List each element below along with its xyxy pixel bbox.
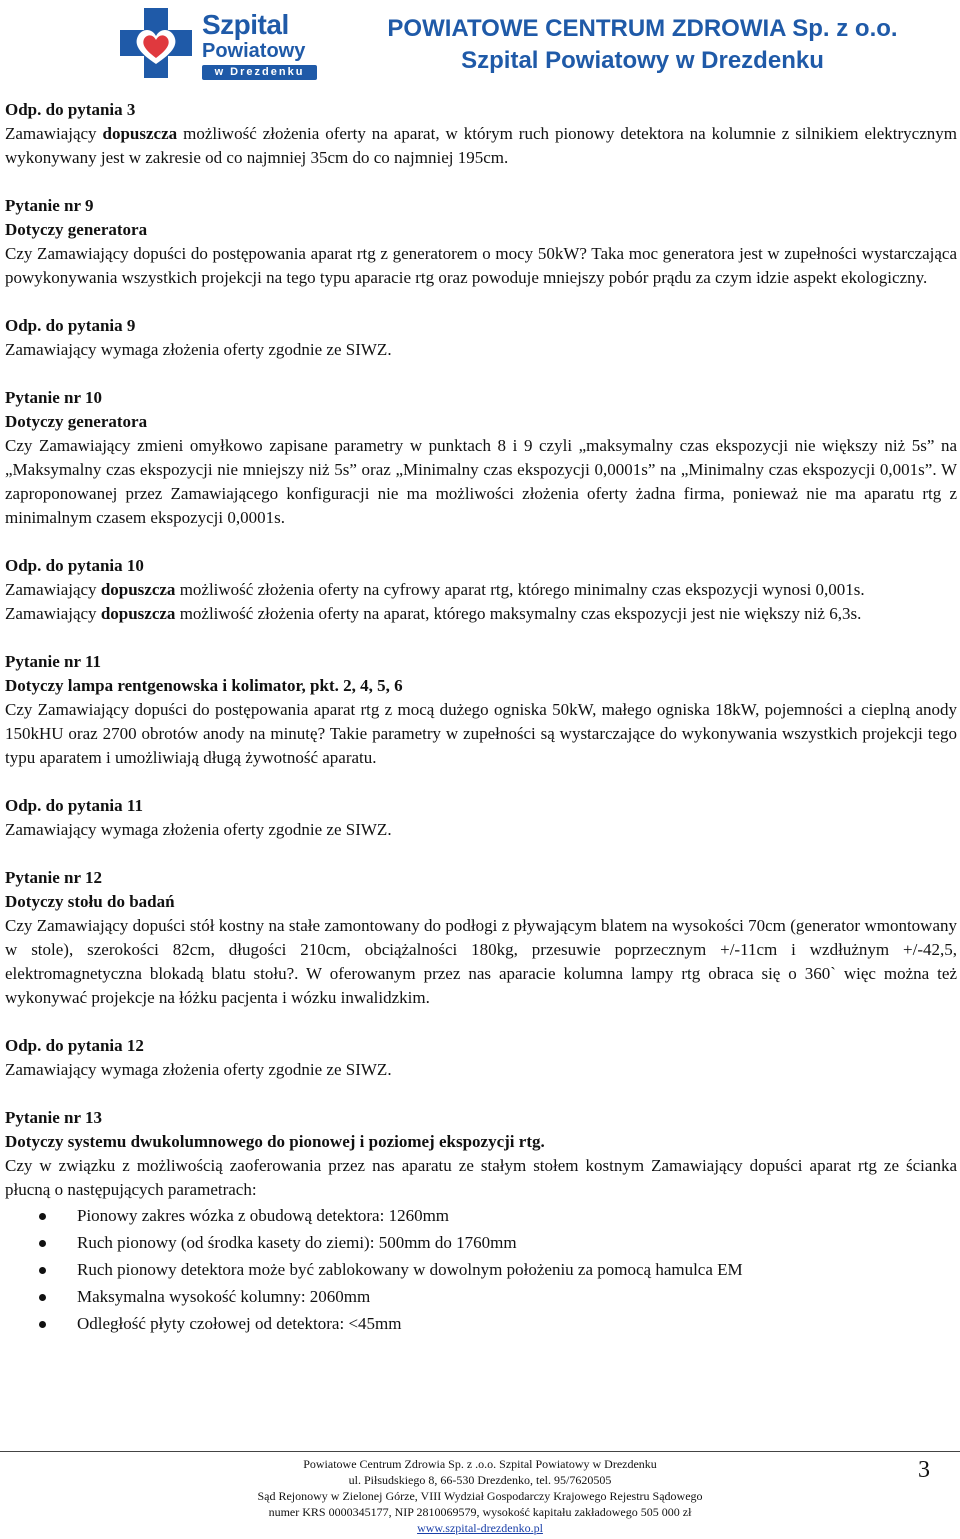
question-11-label: Pytanie nr 11 <box>5 652 102 671</box>
question-10-text: Czy Zamawiający zmieni omyłkowo zapisane parametry w punktach 8 i 9 czyli „maksymalny czas ekspozycji nie większy niż 5s” na „Maksymalny czas ekspozycji nie mniejszy niż 5s” oraz „Minimalny czas ekspozycji 0,0001s” na „Minimalny czas ekspozycji 0,001s”. W zaproponowanej przez Zamawiającego konfiguracji nie ma możliwości złożenia oferty żadna firma, ponieważ nie ma aparatu rtg z minimalnym czasem ekspozycji 0,0001s. <box>5 436 957 527</box>
footer-registry: numer KRS 0000345177, NIP 2810069579, wysokość kapitału zakładowego 505 000 zł <box>268 1505 692 1519</box>
footer-website-link[interactable]: www.szpital-drezdenko.pl <box>417 1521 543 1535</box>
logo-text-szpital: Szpital <box>202 9 289 40</box>
list-item: Pionowy zakres wózka z obudową detektora: 1260mm <box>77 1202 957 1229</box>
hospital-logo <box>118 6 318 80</box>
list-item: Odległość płyty czołowej od detektora: <45mm <box>77 1310 957 1337</box>
footer-divider <box>0 1451 960 1452</box>
list-item: Maksymalna wysokość kolumny: 2060mm <box>77 1283 957 1310</box>
answer-12-label: Odp. do pytania 12 <box>5 1036 144 1055</box>
question-12-label: Pytanie nr 12 <box>5 868 102 887</box>
question-9-topic: Dotyczy generatora <box>5 220 148 239</box>
question-10-topic: Dotyczy generatora <box>5 412 148 431</box>
answer-10-text-2: Zamawiający dopuszcza możliwość złożenia oferty na aparat, którego maksymalny czas ekspozycji jest nie większy niż 6,3s. <box>5 604 862 623</box>
logo-text-location: w Drezdenku <box>202 65 317 80</box>
page-footer <box>170 1456 790 1536</box>
question-10-label: Pytanie nr 10 <box>5 388 102 407</box>
question-9-text: Czy Zamawiający dopuści do postępowania aparat rtg z generatorem o mocy 50kW? Taka moc generatora jest w zupełności wystarczająca powykonywania wszystkich projekcji na tego typu aparacie rtg oraz powoduje mniejszy pobór prądu za czym idzie aspekt ekologiczny. <box>5 244 957 287</box>
answer-3-text: Zamawiający dopuszcza możliwość złożenia oferty na aparat, w którym ruch pionowy detektora na kolumnie z silnikiem elektrycznym wykonywany jest w zakresie od co najmniej 35cm do co najmniej 195cm. <box>5 124 957 167</box>
question-11-topic: Dotyczy lampa rentgenowska i kolimator, pkt. 2, 4, 5, 6 <box>5 676 403 695</box>
answer-9-text: Zamawiający wymaga złożenia oferty zgodnie ze SIWZ. <box>5 340 392 359</box>
medical-cross-heart-icon <box>118 6 194 80</box>
logo-text-powiatowy: Powiatowy <box>202 40 306 62</box>
question-13-label: Pytanie nr 13 <box>5 1108 102 1127</box>
footer-address: ul. Piłsudskiego 8, 66-530 Drezdenko, tel. 95/7620505 <box>348 1473 612 1487</box>
answer-11-text: Zamawiający wymaga złożenia oferty zgodnie ze SIWZ. <box>5 820 392 839</box>
document-body <box>5 98 957 1337</box>
question-13-parameter-list <box>5 1202 957 1337</box>
answer-9-label: Odp. do pytania 9 <box>5 316 136 335</box>
header-subtitle: Szpital Powiatowy w Drezdenku <box>461 47 824 74</box>
question-13-text: Czy w związku z możliwością zaoferowania przez nas aparatu ze stałym stołem kostnym Zamawiający dopuści aparat rtg ze ścianka płucną o następujących parametrach: <box>5 1156 957 1199</box>
footer-court: Sąd Rejonowy w Zielonej Górze, VIII Wydział Gospodarczy Krajowego Rejestru Sądowego <box>257 1489 703 1503</box>
header-title: POWIATOWE CENTRUM ZDROWIA Sp. z o.o. <box>387 15 898 42</box>
page-number: 3 <box>918 1457 930 1483</box>
footer-company: Powiatowe Centrum Zdrowia Sp. z .o.o. Szpital Powiatowy w Drezdenku <box>303 1457 657 1471</box>
question-12-text: Czy Zamawiający dopuści stół kostny na stałe zamontowany do podłogi z pływającym blatem na wysokości 70cm (generator wmontowany w stole), szerokości 82cm, długości 210cm, obciążalności 180kg, przesuwie poprzecznym +/-11cm i wzdłużnym +/-42,5, elektromagnetyczna blokadą blatu stołu?. W oferowanym przez nas aparacie kolumna lampy rtg obraca się o 360` więc można też wykonywać projekcje na łóżku pacjenta i wózku inwalidzkim. <box>5 916 957 1007</box>
question-13-topic: Dotyczy systemu dwukolumnowego do pionowej i poziomej ekspozycji rtg. <box>5 1132 545 1151</box>
question-12-topic: Dotyczy stołu do badań <box>5 892 175 911</box>
answer-11-label: Odp. do pytania 11 <box>5 796 143 815</box>
page-header <box>0 0 960 88</box>
answer-10-label: Odp. do pytania 10 <box>5 556 144 575</box>
question-9-label: Pytanie nr 9 <box>5 196 94 215</box>
answer-12-text: Zamawiający wymaga złożenia oferty zgodnie ze SIWZ. <box>5 1060 392 1079</box>
answer-3-label: Odp. do pytania 3 <box>5 100 136 119</box>
question-11-text: Czy Zamawiający dopuści do postępowania aparat rtg z mocą dużego ogniska 50kW, małego ogniska 18kW, pojemności a cieplną anody 150kHU oraz 2700 obrotów anody na minutę? Takie parametry w zupełności są wystarczające do wykonywania wszystkich projekcji tego typu aparatem i umożliwiają długą żywotność aparatu. <box>5 700 957 767</box>
answer-10-text-1: Zamawiający dopuszcza możliwość złożenia oferty na cyfrowy aparat rtg, którego minimalny czas ekspozycji wynosi 0,001s. <box>5 580 865 599</box>
list-item: Ruch pionowy (od środka kasety do ziemi): 500mm do 1760mm <box>77 1229 957 1256</box>
list-item: Ruch pionowy detektora może być zablokowany w dowolnym położeniu za pomocą hamulca EM <box>77 1256 957 1283</box>
